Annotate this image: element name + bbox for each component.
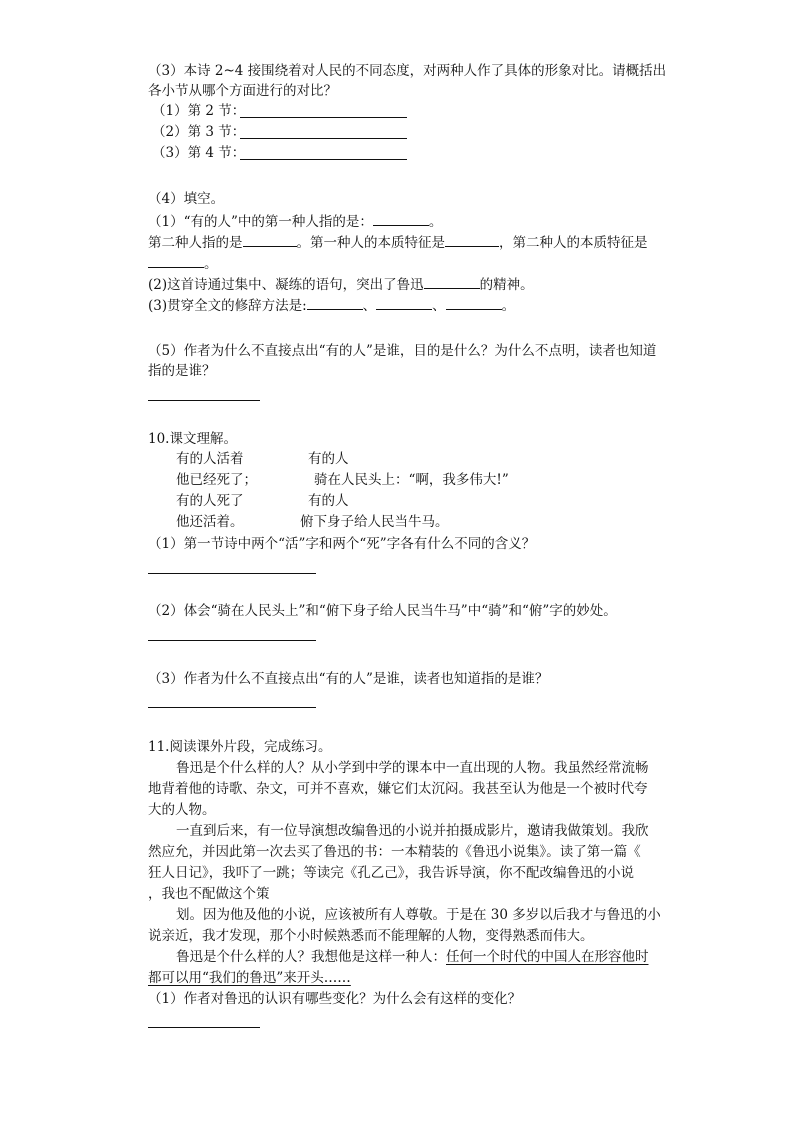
q11-passage-last-line1 xyxy=(176,948,649,966)
q9-part5-line1: （5）作者为什么不直接点出“有的人”是谁，目的是什么？为什么不点明，读者也知道 xyxy=(148,343,657,359)
q10-poem-line2-right: 骑在人民头上：“啊，我多伟大!” xyxy=(314,472,509,488)
q9-part4-line5-end: 。 xyxy=(501,298,516,314)
q9-part4-line1-text: （1）“有的人”中的第一种人指的是： xyxy=(148,214,373,230)
q11-underlined-sentence-part2: 都可以用“我们的鲁迅”来开头…… xyxy=(148,970,351,986)
q11-title: 11.阅读课外片段，完成练习。 xyxy=(148,739,332,755)
q11-passage-line: 鲁迅是个什么样的人？从小学到中学的课本中一直出现的人物。我虽然经常流畅 xyxy=(176,760,649,776)
q9-part3-section3-label: （2）第 3 节： xyxy=(152,124,246,140)
q9-part5-answer-line[interactable] xyxy=(148,400,260,401)
q11-subquestion-1-answer-line[interactable] xyxy=(148,1027,260,1028)
q11-subquestion-1: （1）作者对鲁迅的认识有哪些变化？为什么会有这样的变化？ xyxy=(148,991,522,1007)
q11-passage-line: 大的人物。 xyxy=(148,802,216,818)
q9-part4-blank-first-trait[interactable] xyxy=(445,233,499,247)
q9-part4-line1-end: 。 xyxy=(428,214,443,230)
q10-subquestion-1-answer-line[interactable] xyxy=(148,573,316,574)
q9-part3-line1: （3）本诗 2~4 接围绕着对人民的不同态度，对两种人作了具体的形象对比。请概括出 xyxy=(148,63,667,79)
q9-part4-line2-text-c: ，第二种人的本质特征是 xyxy=(499,235,648,251)
q9-part3-section3-answer-line[interactable] xyxy=(240,138,407,139)
q9-part4-sep2: 、 xyxy=(432,298,446,314)
q10-poem-line1-right: 有的人 xyxy=(308,451,349,467)
q9-part4-line5-text: (3)贯穿全文的修辞方法是: xyxy=(148,298,307,314)
q9-part3-section4-answer-line[interactable] xyxy=(240,159,407,160)
q10-subquestion-1: （1）第一节诗中两个“活”字和两个“死”字各有什么不同的含义？ xyxy=(148,536,536,552)
q9-part3-section4-label: （3）第 4 节： xyxy=(152,145,246,161)
q9-part4-line4-end: 的精神。 xyxy=(479,277,534,293)
q9-part4-line2-text-a: 第二种人指的是 xyxy=(148,235,243,251)
q10-subquestion-3-answer-line[interactable] xyxy=(148,707,316,708)
q9-part4-line2 xyxy=(148,233,648,252)
q11-passage-line: 说亲近，我才发现，那个小时候熟悉而不能理解的人物，变得熟悉而伟大。 xyxy=(148,928,594,944)
q9-part4-line3-end: 。 xyxy=(204,256,218,272)
q9-part4-blank-second-person[interactable] xyxy=(243,233,297,247)
q10-subquestion-3: （3）作者为什么不直接点出“有的人”是谁，读者也知道指的是谁？ xyxy=(148,671,549,687)
q9-part4-blank-second-trait[interactable] xyxy=(148,254,204,268)
q10-subquestion-2: （2）体会“骑在人民头上”和“俯下身子给人民当牛马”中“骑”和“俯”字的妙处。 xyxy=(148,603,617,619)
q10-poem-line1-left: 有的人活着 xyxy=(176,451,244,467)
q9-part4-title: （4）填空。 xyxy=(148,191,225,207)
q9-part3-section2-answer-line[interactable] xyxy=(240,117,407,118)
q11-passage-line: ，我也不配做这个策 xyxy=(148,886,270,902)
q9-part4-line3 xyxy=(148,254,218,273)
q9-part4-line4 xyxy=(148,275,534,294)
q9-part4-line4-text: (2)这首诗通过集中、凝练的语句，突出了鲁迅 xyxy=(148,277,424,293)
q11-underlined-sentence-part1: 任何一个时代的中国人在形容他时 xyxy=(446,949,649,965)
q9-part4-blank-rhetoric-3[interactable] xyxy=(446,296,502,310)
q10-poem-line2-left: 他已经死了； xyxy=(176,472,257,488)
q10-subquestion-2-answer-line[interactable] xyxy=(148,640,316,641)
q10-title: 10.课文理解。 xyxy=(148,431,237,447)
q9-part4-line2-text-b: 。第一种人的本质特征是 xyxy=(296,235,445,251)
q11-passage-line: 地背着他的诗歌、杂文，可并不喜欢，嫌它们太沉闷。我甚至认为他是一个被时代夸 xyxy=(148,781,648,797)
q9-part4-line1 xyxy=(148,212,442,231)
q11-passage-last-plain: 鲁迅是个什么样的人？我想他是这样一种人： xyxy=(176,949,446,965)
q9-part5-line2: 指的是谁？ xyxy=(148,363,216,379)
q9-part4-blank-rhetoric-1[interactable] xyxy=(307,296,363,310)
q10-poem-line4-right: 俯下身子给人民当牛马。 xyxy=(300,514,449,530)
q9-part4-sep1: 、 xyxy=(362,298,377,314)
q9-part4-blank-rhetoric-2[interactable] xyxy=(376,296,432,310)
q11-passage-last-line2 xyxy=(148,969,351,987)
q9-part3-section2-label: （1）第 2 节： xyxy=(152,103,246,119)
q10-poem-line3-left: 有的人死了 xyxy=(176,493,244,509)
q9-part4-blank-first-person[interactable] xyxy=(373,212,429,226)
q9-part3-line2: 各小节从哪个方面进行的对比？ xyxy=(148,83,337,99)
q9-part4-blank-spirit[interactable] xyxy=(424,275,480,289)
q11-passage-line: 划。因为他及他的小说，应该被所有人尊敬。于是在 30 多岁以后我才与鲁迅的小 xyxy=(176,907,661,923)
q9-part4-line5 xyxy=(148,296,515,315)
q11-passage-line: 然应允，并因此第一次去买了鲁迅的书：一本精装的《鲁迅小说集》。读了第一篇《 xyxy=(148,844,641,860)
q11-passage-line: 一直到后来，有一位导演想改编鲁迅的小说并拍摄成影片，邀请我做策划。我欣 xyxy=(176,823,649,839)
q11-passage-line: 狂人日记》，我吓了一跳；等读完《孔乙己》，我告诉导演，你不配改编鲁迅的小说 xyxy=(148,865,634,881)
q10-poem-line3-right: 有的人 xyxy=(308,493,349,509)
q10-poem-line4-left: 他还活着。 xyxy=(176,514,244,530)
